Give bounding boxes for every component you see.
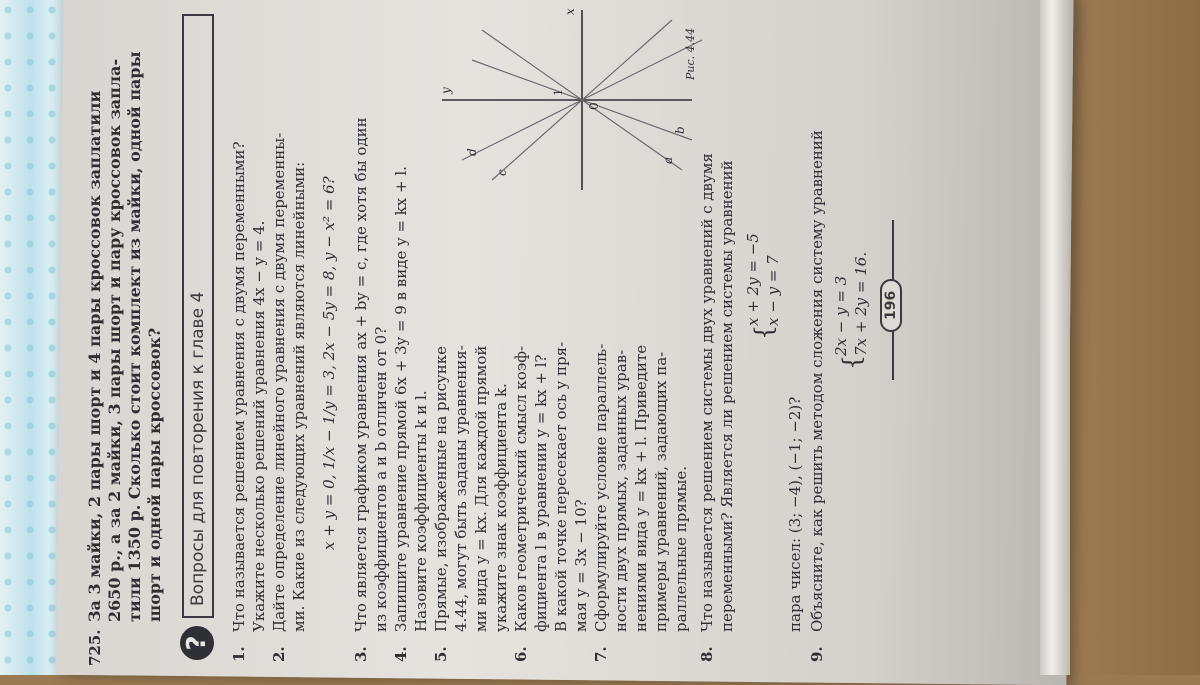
y-axis-label: y bbox=[439, 87, 453, 94]
question-text: мая y = 3x − 10? bbox=[572, 499, 590, 632]
problem-line: тили 1350 р. Сколько стоит комплект из майки, одной пары bbox=[125, 51, 144, 622]
question-text: Укажите несколько решений уравнения 4x − y = 4. bbox=[250, 220, 268, 632]
system-equation: 2x − y = 3 bbox=[832, 275, 850, 356]
system-equation: 7x + 2y = 16. bbox=[852, 251, 870, 356]
page-text bbox=[80, 0, 1040, 670]
section-title: Вопросы для повторения к главе 4 bbox=[182, 14, 214, 618]
question-text: Что называется решением системы двух уравнений с двумя bbox=[698, 153, 716, 632]
question-text: пара чисел: (3; −4), (−1; −2)? bbox=[786, 396, 804, 632]
question-number: 2. bbox=[270, 646, 288, 662]
question-text: ности двух прямых, заданных урав- bbox=[612, 349, 630, 632]
question-number: 8. bbox=[698, 646, 716, 662]
figure-4-44 bbox=[432, 0, 702, 200]
question-text: 4.44, могут быть заданы уравнения- bbox=[452, 345, 470, 632]
question-number: 6. bbox=[512, 646, 530, 662]
problem-line: За 3 майки, 2 пары шорт и 4 пары кроссовок заплатили bbox=[85, 90, 104, 622]
question-text: нениями вида y = kx + l. Приведите bbox=[632, 344, 650, 632]
equation-list: x + y = 0, 1/x − 1/y = 3, 2x − 5y = 8, y − x² = 6? bbox=[320, 176, 338, 550]
line-label: c bbox=[495, 169, 509, 176]
question-text: ми. Какие из следующих уравнений являются линейными: bbox=[290, 161, 308, 632]
question-number: 5. bbox=[432, 646, 450, 662]
question-number: 7. bbox=[592, 646, 610, 662]
question-text: фициента l в уравнении y = kx + l? bbox=[532, 354, 550, 632]
question-text: Что называется решением уравнения с двумя переменными? bbox=[230, 141, 248, 632]
question-text: раллельные прямые. bbox=[672, 465, 690, 632]
question-text: укажите знак коэффициента k. bbox=[492, 383, 510, 632]
problem-number: 725. bbox=[86, 629, 104, 666]
question-text: Объясните, как решить методом сложения систему уравнений bbox=[808, 130, 826, 632]
problem-line: 2650 р., а за 2 майки, 3 пары шорт и пару кроссовок запла- bbox=[105, 58, 124, 622]
page-edge bbox=[1040, 0, 1070, 675]
question-mark-icon: ? bbox=[180, 626, 214, 660]
x-axis-label: x bbox=[563, 8, 577, 15]
line-label: b bbox=[673, 126, 687, 134]
question-text: из коэффициентов a и b отличен от 0? bbox=[372, 326, 390, 632]
question-number: 9. bbox=[808, 646, 826, 662]
question-number: 4. bbox=[392, 646, 410, 662]
question-text: Запишите уравнение прямой 6x + 3y = 9 в виде y = kx + l. bbox=[392, 166, 410, 632]
line-label: d bbox=[465, 148, 479, 156]
system-equation: x + 2y = −5 bbox=[744, 233, 762, 326]
figure-caption: Рис. 4.44 bbox=[684, 27, 697, 80]
system-equation: x − y = 7 bbox=[764, 255, 782, 326]
line-label: a bbox=[661, 156, 675, 164]
system-brace: { bbox=[750, 324, 778, 340]
question-text: Дайте определение линейного уравнения с двумя переменны- bbox=[270, 132, 288, 632]
question-text: Назовите коэффициенты k и l. bbox=[412, 390, 430, 632]
origin-label: 0 bbox=[587, 102, 601, 110]
page-number: 196 bbox=[880, 279, 902, 332]
question-number: 3. bbox=[352, 646, 370, 662]
question-text: В какой точке пересекает ось y пря- bbox=[552, 341, 570, 632]
question-text: ми вида y = kx. Для каждой прямой bbox=[472, 345, 490, 632]
tick-label: 1 bbox=[552, 89, 565, 96]
question-text: примеры уравнений, задающих па- bbox=[652, 351, 670, 632]
question-text: Каков геометрический смысл коэф- bbox=[512, 345, 530, 632]
question-text: Что является графиком уравнения ax + by = c, где хотя бы один bbox=[352, 117, 370, 632]
question-number: 1. bbox=[230, 646, 248, 662]
question-text: Прямые, изображенные на рисунке bbox=[432, 346, 450, 632]
system-brace: { bbox=[838, 354, 866, 370]
question-text: Сформулируйте условие параллель- bbox=[592, 343, 610, 632]
problem-line: шорт и одной пары кроссовок? bbox=[145, 327, 164, 622]
question-text: переменными? Является ли решением системы уравнений bbox=[718, 160, 736, 632]
